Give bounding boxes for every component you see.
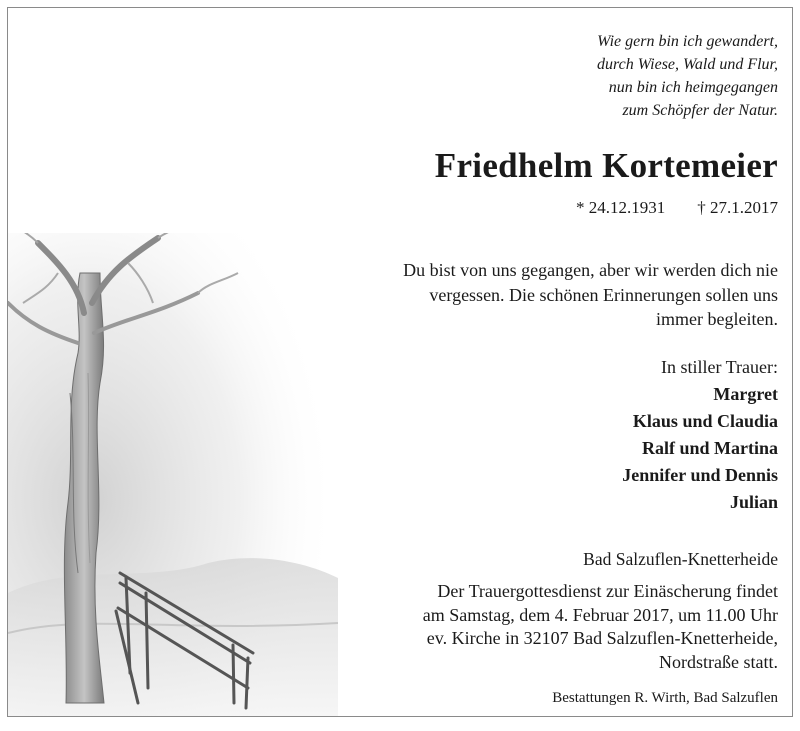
- mourners-intro: In stiller Trauer:: [661, 357, 778, 377]
- mourner-name: Julian: [729, 492, 778, 512]
- poem-line: zum Schöpfer der Natur.: [622, 102, 778, 119]
- service-line: Der Trauergottesdienst zur Einäscherung findet: [437, 581, 778, 601]
- poem: [597, 30, 778, 122]
- farewell-message: [308, 258, 778, 332]
- birth-date: * 24.12.1931: [576, 198, 666, 217]
- death-date: † 27.1.2017: [697, 198, 778, 217]
- message-line: Du bist von uns gegangen, aber wir werden dich nie: [403, 260, 778, 280]
- service-line: am Samstag, dem 4. Februar 2017, um 11.00 Uhr: [422, 604, 778, 625]
- poem-line: nun bin ich heimgegangen: [608, 79, 778, 96]
- life-dates: [576, 198, 778, 218]
- undertaker: Bestattungen R. Wirth, Bad Salzuflen: [552, 690, 778, 706]
- obituary-notice: [7, 7, 793, 717]
- mourner-name: Margret: [713, 384, 778, 404]
- service-line: Nordstraße statt.: [659, 651, 778, 672]
- message-line: vergessen. Die schönen Erinnerungen sollen uns: [429, 284, 778, 305]
- mourners-list: [622, 354, 778, 516]
- service-details: [423, 580, 778, 674]
- place: Bad Salzuflen-Knetterheide: [583, 549, 778, 569]
- deceased-name: Friedhelm Kortemeier: [434, 146, 778, 185]
- poem-line: Wie gern bin ich gewandert,: [597, 33, 778, 50]
- message-line: immer begleiten.: [656, 309, 778, 329]
- poem-line: durch Wiese, Wald und Flur,: [596, 56, 778, 73]
- mourner-name: Klaus und Claudia: [632, 411, 778, 431]
- service-line: ev. Kirche in 32107 Bad Salzuflen-Knetterheide,: [426, 628, 778, 648]
- tree-bench-sketch-icon: [8, 233, 338, 717]
- tree-bench-illustration: [8, 233, 338, 717]
- mourner-name: Ralf und Martina: [641, 438, 778, 458]
- mourner-name: Jennifer und Dennis: [622, 465, 778, 485]
